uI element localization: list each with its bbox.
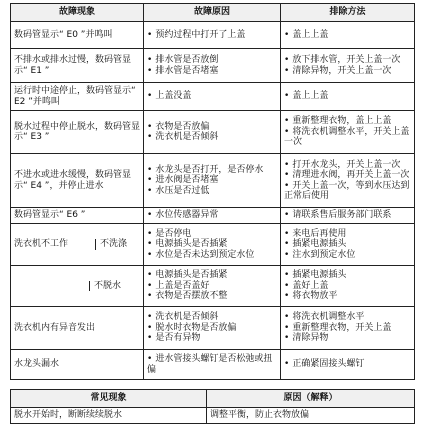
header-remedy: 排除方法 [281,4,415,22]
cause-item: • 脱水时衣物是否放偏 [147,323,277,333]
cause-item: • 是否停电 [147,229,277,239]
table-row [11,307,415,350]
remedy-item: • 重新整理衣物，开关上盖 [284,323,411,333]
cause-cell [144,266,281,307]
phenomenon-group-cell [11,266,144,307]
header-reason: 原因（解释） [207,390,415,408]
remedy-item: • 清除异物，开关上盖一次 [284,66,411,76]
table-row [11,208,415,224]
cause-item: • 水位传感器异常 [147,210,277,220]
cause-item: • 水位是否未达到预定水位 [147,250,277,260]
phenomenon-cell: 运行时中途停止，数码管显示“ E2 ”并鸣叫 [11,83,144,111]
table-row [11,408,415,424]
cause-cell [144,224,281,266]
remedy-cell [281,224,415,266]
phenomenon-group-cell [11,224,144,266]
remedy-item: • 将洗衣机调整水平 [284,312,411,322]
table-row [11,22,415,49]
cause-cell [144,208,281,224]
remedy-item: • 将衣物放平 [284,291,411,301]
phenomenon-cell: 水龙头漏水 [11,350,144,380]
header-phenomenon: 常见现象 [11,390,207,408]
remedy-item: • 插紧电源插头 [284,270,411,280]
phenomenon-cell: 不排水或排水过慢，数码管显示“ E1 ” [11,49,144,83]
phenomenon-cell: 不进水或进水缓慢，数码管显示“ E4 ”，并停止进水 [11,154,144,208]
cause-cell [144,83,281,111]
cause-item: • 洗衣机是否倾斜 [147,132,277,142]
cause-item: • 上盖没盖 [147,91,277,101]
remedy-item: • 将洗衣机调整水平，开关上盖一次 [284,127,411,148]
remedy-cell [281,22,415,49]
remedy-item: • 清除异物 [284,333,411,343]
remedy-item: • 打开水龙头，开关上盖一次 [284,160,411,170]
remedy-cell [281,266,415,307]
subgroup-label: 不脱水 [89,281,143,291]
remedy-item: • 开关上盖一次，等到水压达到正常后使用 [284,181,411,202]
cause-item: • 水龙头是否打开，是否停水 [147,165,277,175]
cause-item: • 水压是否过低 [147,186,277,196]
troubleshooting-table [10,3,415,380]
remedy-item: • 放下排水管，开关上盖一次 [284,55,411,65]
remedy-item: • 请联系售后服务部门联系 [284,210,411,220]
remedy-item: • 来电后再使用 [284,229,411,239]
cause-cell [144,350,281,380]
table-row [11,350,415,380]
cause-cell [144,22,281,49]
cause-item: • 是否有异物 [147,333,277,343]
cause-item: • 上盖是否盖好 [147,281,277,291]
remedy-item: • 盖上上盖 [284,30,411,40]
header-phenomenon: 故障现象 [11,4,144,22]
remedy-cell [281,111,415,154]
cause-item: • 衣物是否摆放不整 [147,291,277,301]
table-row [11,111,415,154]
table-row [11,49,415,83]
phenomenon-cell: 数码管显示“ E0 ”并鸣叫 [11,22,144,49]
remedy-item: • 盖上上盖 [284,91,411,101]
remedy-cell [281,83,415,111]
cause-item: • 电源插头是否插紧 [147,239,277,249]
common-phenomena-table [10,389,415,424]
cause-item: • 洗衣机是否倾斜 [147,312,277,322]
subgroup-label: 不洗涤 [95,239,143,249]
remedy-cell [281,350,415,380]
cause-item: • 衣物是否放偏 [147,122,277,132]
cause-cell [144,49,281,83]
table-row [11,266,415,307]
phenomenon-cell: 洗衣机内有异音发出 [11,307,144,350]
cause-cell [144,307,281,350]
remedy-item: • 插紧电源插头 [284,239,411,249]
table-header-row [11,4,415,22]
remedy-item: • 注水到预定水位 [284,250,411,260]
cause-item: • 排水管是否堵塞 [147,66,277,76]
remedy-cell [281,49,415,83]
remedy-item: • 正确紧固接头螺钉 [284,359,411,369]
cause-item: • 进水管接头螺钉是否松弛或扭偏 [147,354,277,375]
table-row [11,154,415,208]
phenomenon-cell: 脱水过程中停止脱水，数码管显示“ E3 ” [11,111,144,154]
table-header-row [11,390,415,408]
remedy-cell [281,208,415,224]
cause-item: • 预约过程中打开了上盖 [147,30,277,40]
table-row [11,224,415,266]
reason-cell: 调整平衡，防止衣物放偏 [207,408,415,424]
table-row [11,83,415,111]
phenomenon-cell: 数码管显示“ E6 ” [11,208,144,224]
remedy-item: • 清理进水阀，再开关上盖一次 [284,170,411,180]
cause-item: • 进水阀是否堵塞 [147,175,277,185]
cause-cell [144,111,281,154]
remedy-cell [281,307,415,350]
cause-cell [144,154,281,208]
phenomenon-cell: 洗衣机不工作 [14,239,69,250]
remedy-item: • 盖好上盖 [284,281,411,291]
remedy-cell [281,154,415,208]
header-cause: 故障原因 [144,4,281,22]
remedy-item: • 重新整理衣物，盖上上盖 [284,116,411,126]
cause-item: • 排水管是否放倒 [147,55,277,65]
phenomenon-cell: 脱水开始时，断断续续脱水 [11,408,207,424]
cause-item: • 电源插头是否插紧 [147,270,277,280]
